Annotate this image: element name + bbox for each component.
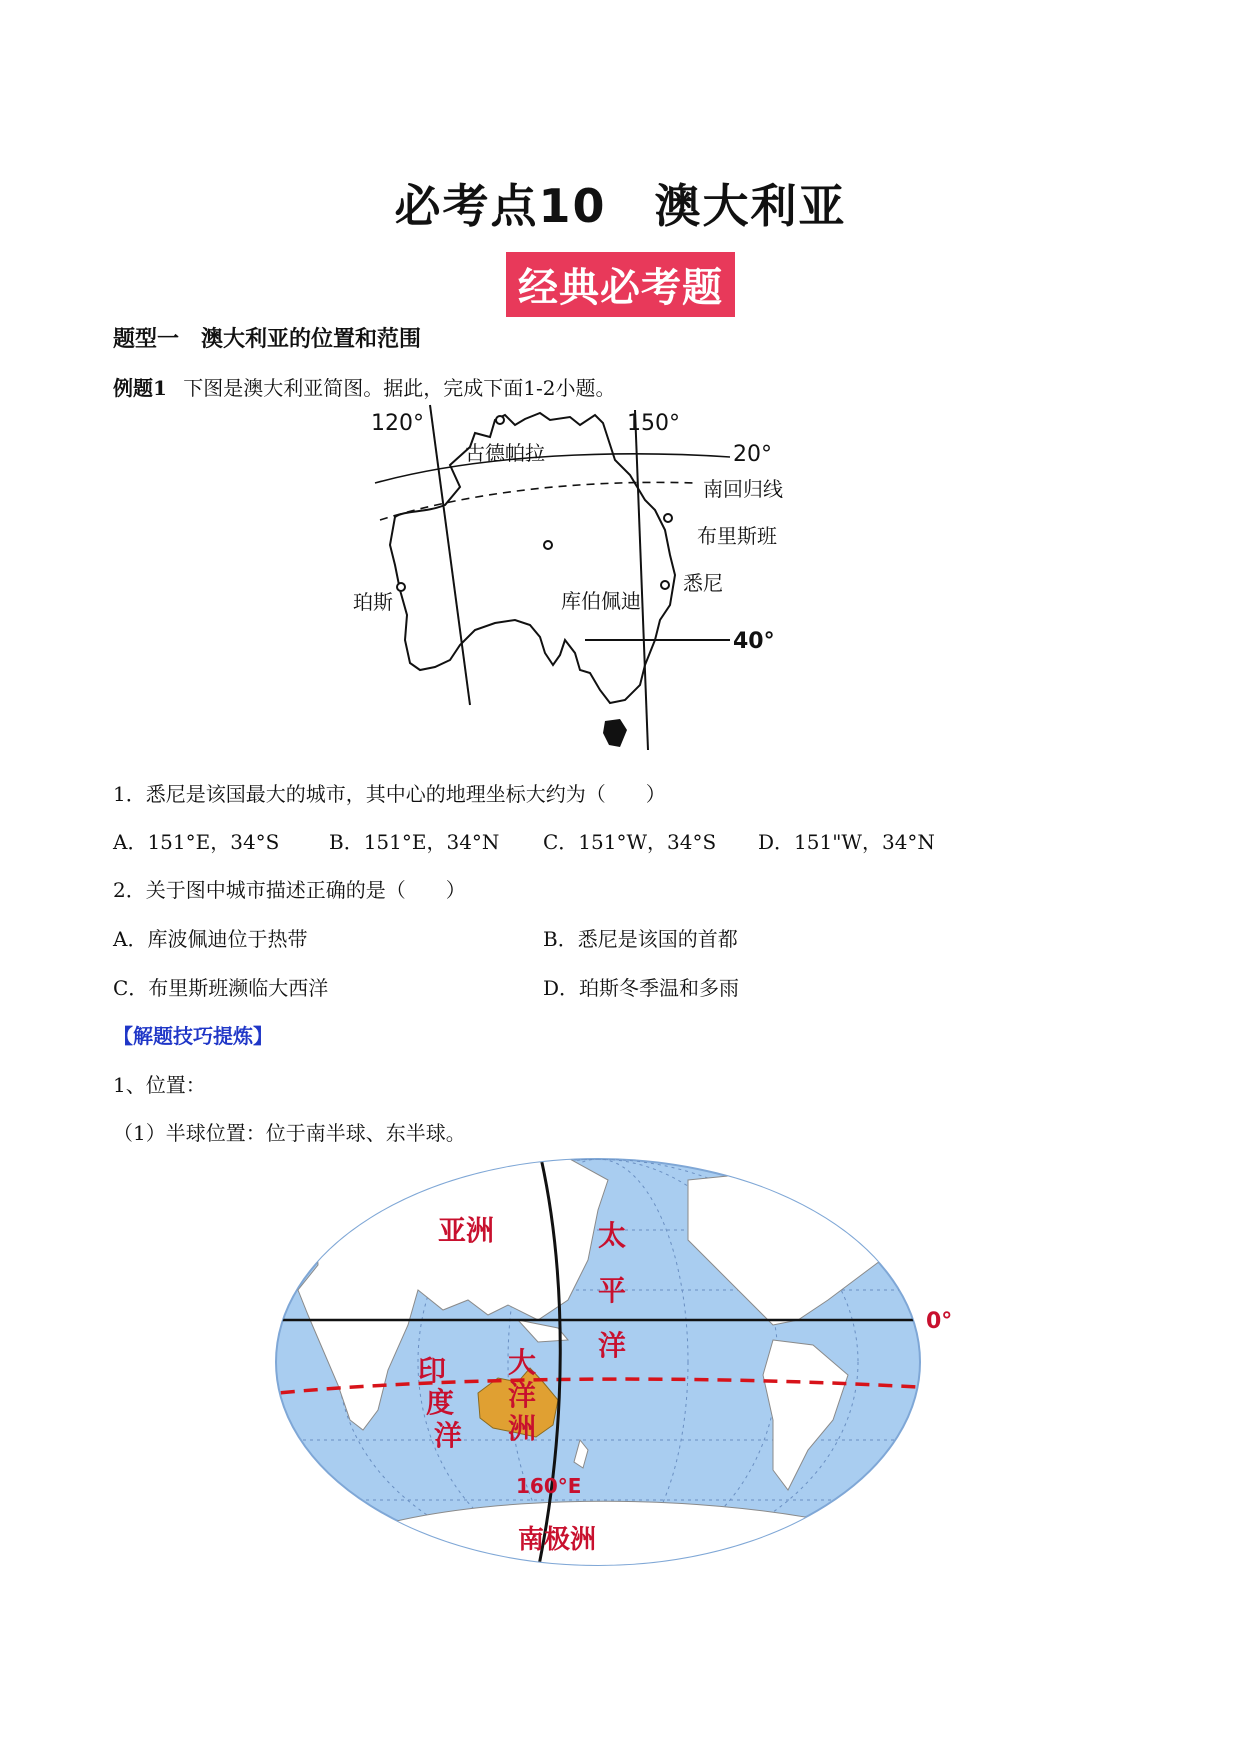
perth-label: 珀斯 [353,590,393,614]
perth-dot [397,583,405,591]
oceania-label-2: 洋 [508,1379,537,1412]
lon-150-label: 150° [627,411,680,436]
indian-label-3: 洋 [434,1419,463,1452]
question-1-stem: 1．悉尼是该国最大的城市，其中心的地理坐标大约为（ ） [113,782,666,806]
oceania-label-1: 大 [508,1346,537,1379]
brisbane-dot [664,514,672,522]
pacific-label-1: 太 [598,1219,627,1252]
example-label: 例题1 [113,376,167,400]
q1-option-c: C．151°W，34°S [543,830,717,854]
q2-option-d: D．珀斯冬季温和多雨 [543,976,740,1000]
lon-160e-label: 160°E [516,1474,582,1498]
world-map [268,1150,968,1570]
section-heading: 题型一 澳大利亚的位置和范围 [113,327,422,352]
asia-label: 亚洲 [438,1214,495,1247]
q1-option-d: D．151"W，34°N [758,830,935,854]
page-title: 必考点10 澳大利亚 [394,179,847,233]
q1-option-b: B．151°E，34°N [329,830,500,854]
tip-heading: 【解题技巧提炼】 [113,1024,273,1048]
q2-option-c: C．布里斯班濒临大西洋 [113,976,329,1000]
q1-option-a: A．151°E，34°S [113,830,280,854]
goodparla-dot [496,416,504,424]
badge-container [0,252,1241,317]
oceania-label-3: 洲 [508,1412,537,1445]
sydney-label: 悉尼 [683,571,723,595]
equator-label: 0° [926,1309,953,1334]
question-2-stem: 2．关于图中城市描述正确的是（ ） [113,878,466,902]
point-1: 1、位置： [113,1073,206,1097]
cooberpedy-label: 库伯佩迪 [561,589,641,613]
antarctica-label: 南极洲 [518,1525,597,1555]
brisbane-label: 布里斯班 [697,524,777,548]
cooberpedy-dot [544,541,552,549]
indian-label-1: 印 [418,1354,447,1387]
lat-40-label: 40° [733,629,775,654]
point-1-1: （1）半球位置：位于南半球、东半球。 [113,1121,466,1145]
example-intro [113,372,616,401]
q2-option-b: B．悉尼是该国的首都 [543,927,738,951]
q2-option-a: A．库波佩迪位于热带 [113,927,308,951]
indian-label-2: 度 [426,1386,455,1419]
pacific-label-3: 洋 [598,1329,627,1362]
tropic-label: 南回归线 [703,477,783,501]
goodparla-label: 古德帕拉 [465,441,545,465]
sydney-dot [661,581,669,589]
lat-20-label: 20° [733,442,772,467]
australia-sketch-map [353,405,865,755]
example-text: 下图是澳大利亚简图。据此，完成下面1-2小题。 [183,376,616,400]
lon-120-label: 120° [371,411,424,436]
pacific-label-2: 平 [598,1274,627,1307]
classic-question-badge: 经典必考题 [506,252,735,317]
